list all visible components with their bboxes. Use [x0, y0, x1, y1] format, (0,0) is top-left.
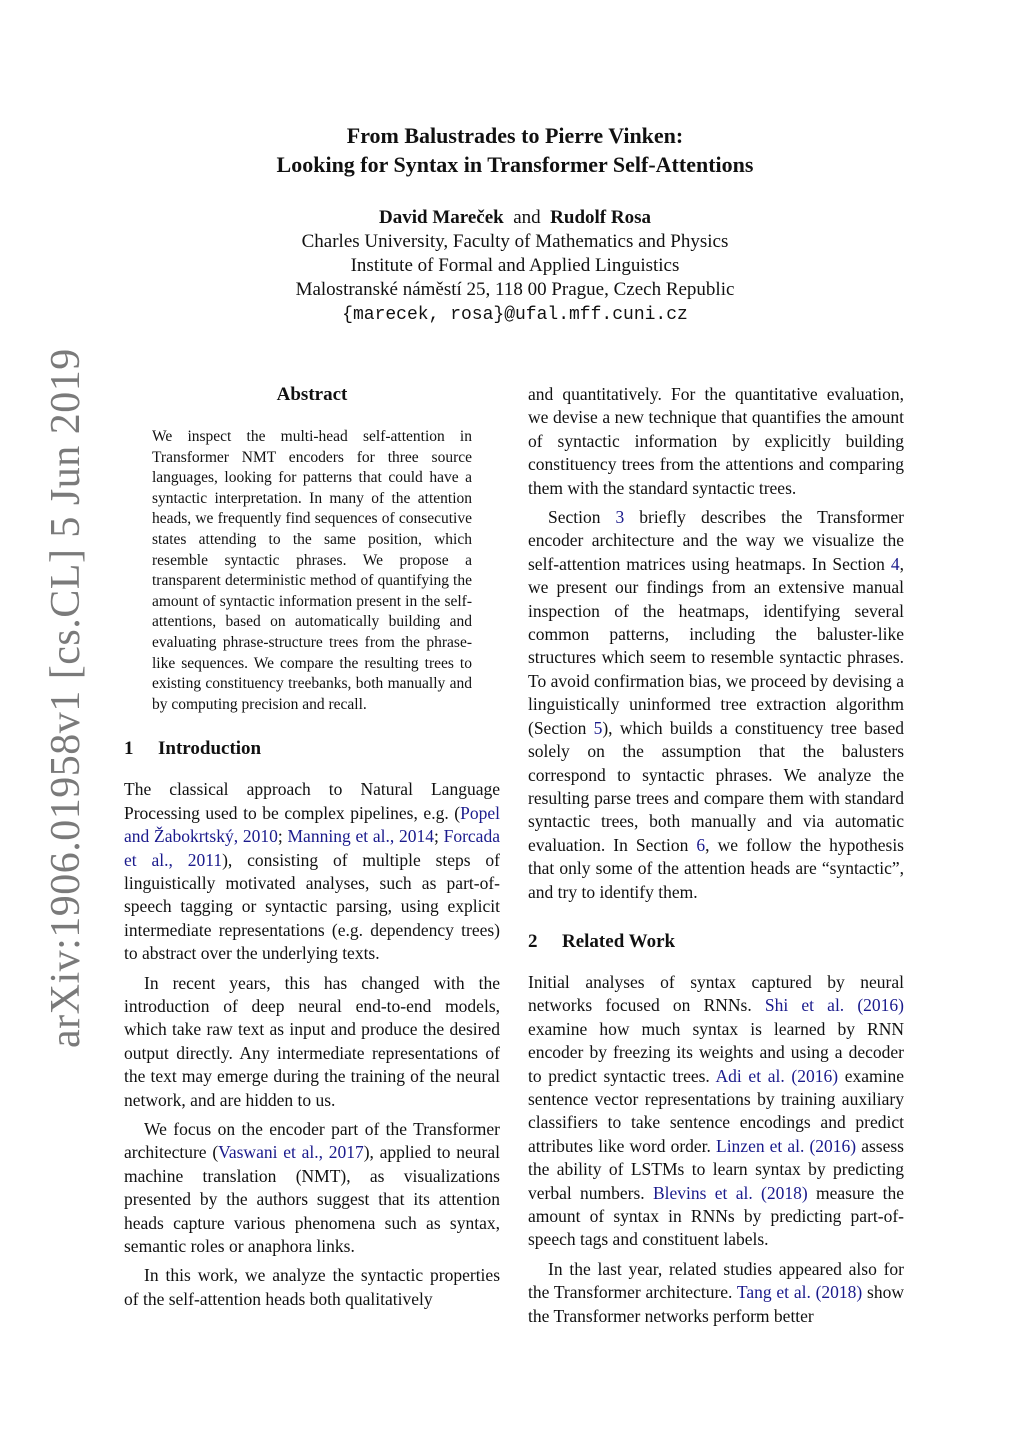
intro-paragraph-4: In this work, we analyze the syntactic properties of the self-attention heads both qualitatively: [124, 1265, 500, 1309]
section-ref-link[interactable]: 3: [615, 507, 625, 528]
citation-link[interactable]: Forcada et al., 2011: [124, 826, 500, 870]
intro-paragraph-3: We focus on the encoder part of the Transformer architecture (Vaswani et al., 2017), applied to neural machine translation (NMT), as visualizations presented by the authors suggest that its attention heads capture various phenomena such as syntax, semantic roles or anaphora links.: [124, 1119, 500, 1257]
citation-link[interactable]: Adi et al. (2016): [715, 1065, 839, 1086]
abstract-heading: Abstract: [276, 384, 348, 405]
section-2-title: Related Work: [562, 930, 676, 952]
affiliation-institute: Institute of Formal and Applied Linguistics: [350, 255, 680, 276]
section-ref-link[interactable]: 6: [696, 834, 706, 855]
intro-paragraph-1: The classical approach to Natural Language Processing used to be complex pipelines, e.g. (Popel and Žabokrtský, 2010; Manning et al., 2014; Forcada et al., 2011), consisting of multiple steps of linguistically motivated analyses, such as part-of-speech tagging or syntactic parsing, using explicit intermediate representations (e.g. dependency trees) to abstract over the underlying texts.: [124, 779, 501, 964]
related-paragraph-1: Initial analyses of syntax captured by neural networks focused on RNNs. Shi et al. (2016) examine how much syntax is learned by RNN encoder by freezing its weights and using a decoder to predict syntactic trees. Adi et al. (2016) examine sentence vector representations by training auxiliary classifiers to take sentence encodings and predict attributes like word order. Linzen et al. (2016) assess the ability of LSTMs to learn syntax by predicting verbal numbers. Blevins et al. (2018) measure the amount of syntax in RNNs by predicting part-of-speech tags and constituent labels.: [528, 971, 905, 1250]
section-ref-link[interactable]: 4: [890, 553, 900, 574]
citation-link[interactable]: Tang et al. (2018): [736, 1282, 863, 1303]
affiliation-university: Charles University, Faculty of Mathematics and Physics: [301, 231, 729, 252]
author-1: David Mareček: [379, 207, 504, 228]
left-column: [124, 383, 500, 1311]
citation-link[interactable]: Manning et al., 2014: [287, 826, 434, 847]
abstract-text: We inspect the multi-head self-attention in Transformer NMT encoders for three source languages, looking for patterns that could have a syntactic interpretation. In many of the attention heads, we frequently find sequences of consecutive states attending to the same position, which resemble syntactic phrases. We propose a transparent deterministic method of quantifying the amount of syntactic information present in the self-attentions, based on automatically building and evaluating phrase-structure trees from the phrase-like sequences. We compare the resulting trees to existing constituency treebanks, both manually and by computing precision and recall.: [152, 428, 472, 713]
paper-title-line-2: Looking for Syntax in Transformer Self-Attentions: [276, 152, 754, 177]
citation-link[interactable]: Popel and Žabokrtský, 2010: [124, 802, 500, 847]
affiliation-address: Malostranské náměstí 25, 118 00 Prague, Czech Republic: [295, 279, 735, 300]
arxiv-stamp: arXiv:1906.01958v1 [cs.CL] 5 Jun 2019: [43, 348, 89, 1048]
intro-paragraph-2: In recent years, this has changed with the introduction of deep neural end-to-end models, which take raw text as input and produce the desired output directly. Any intermediate representations of the text may emerge during the training of the neural network, and are hidden to us.: [124, 972, 500, 1110]
author-and: and: [513, 207, 541, 228]
paper-title-line-1: From Balustrades to Pierre Vinken:: [346, 123, 684, 148]
citation-link[interactable]: Blevins et al. (2018): [653, 1182, 808, 1203]
section-1-heading: [124, 737, 500, 761]
section-1-number: 1: [124, 738, 134, 760]
intro-paragraph-4-cont: and quantitatively. For the quantitative evaluation, we devise a new technique that quantifies the amount of syntactic information by explicitly building constituency trees from the attentions and comparing them with the standard syntactic trees.: [528, 384, 904, 498]
section-ref-link[interactable]: 5: [593, 717, 603, 738]
citation-link[interactable]: Linzen et al. (2016): [716, 1135, 857, 1156]
right-column: [528, 383, 904, 1328]
author-line: [180, 206, 850, 230]
section-2-heading: [528, 930, 904, 954]
related-paragraph-2: In the last year, related studies appeared also for the Transformer architecture. Tang et al. (2018) show the Transformer networks perform better: [528, 1258, 904, 1326]
citation-link[interactable]: Vaswani et al., 2017: [218, 1142, 364, 1163]
citation-link[interactable]: Shi et al. (2016): [764, 995, 904, 1016]
section-2-number: 2: [528, 930, 538, 952]
section-1-title: Introduction: [158, 738, 262, 760]
author-2: Rudolf Rosa: [550, 207, 651, 228]
author-email: {marecek, rosa}@ufal.mff.cuni.cz: [342, 305, 688, 325]
intro-paragraph-5: Section 3 briefly describes the Transformer encoder architecture and the way we visualize the self-attention matrices using heatmaps. In Section 4, we present our findings from an extensive manual inspection of the heatmaps, identifying several common patterns, including the baluster-like structures which seem to resemble syntactic phrases. To avoid confirmation bias, we proceed by devising a linguistically uninformed tree extraction algorithm (Section 5), which builds a constituency tree based solely on the assumption that the balusters correspond to syntactic phrases. We analyze the resulting parse trees and compare them with standard syntactic trees, both manually and via automatic evaluation. In Section 6, we follow the hypothesis that only some of the attention heads are “syntactic”, and try to identify them.: [528, 507, 904, 902]
